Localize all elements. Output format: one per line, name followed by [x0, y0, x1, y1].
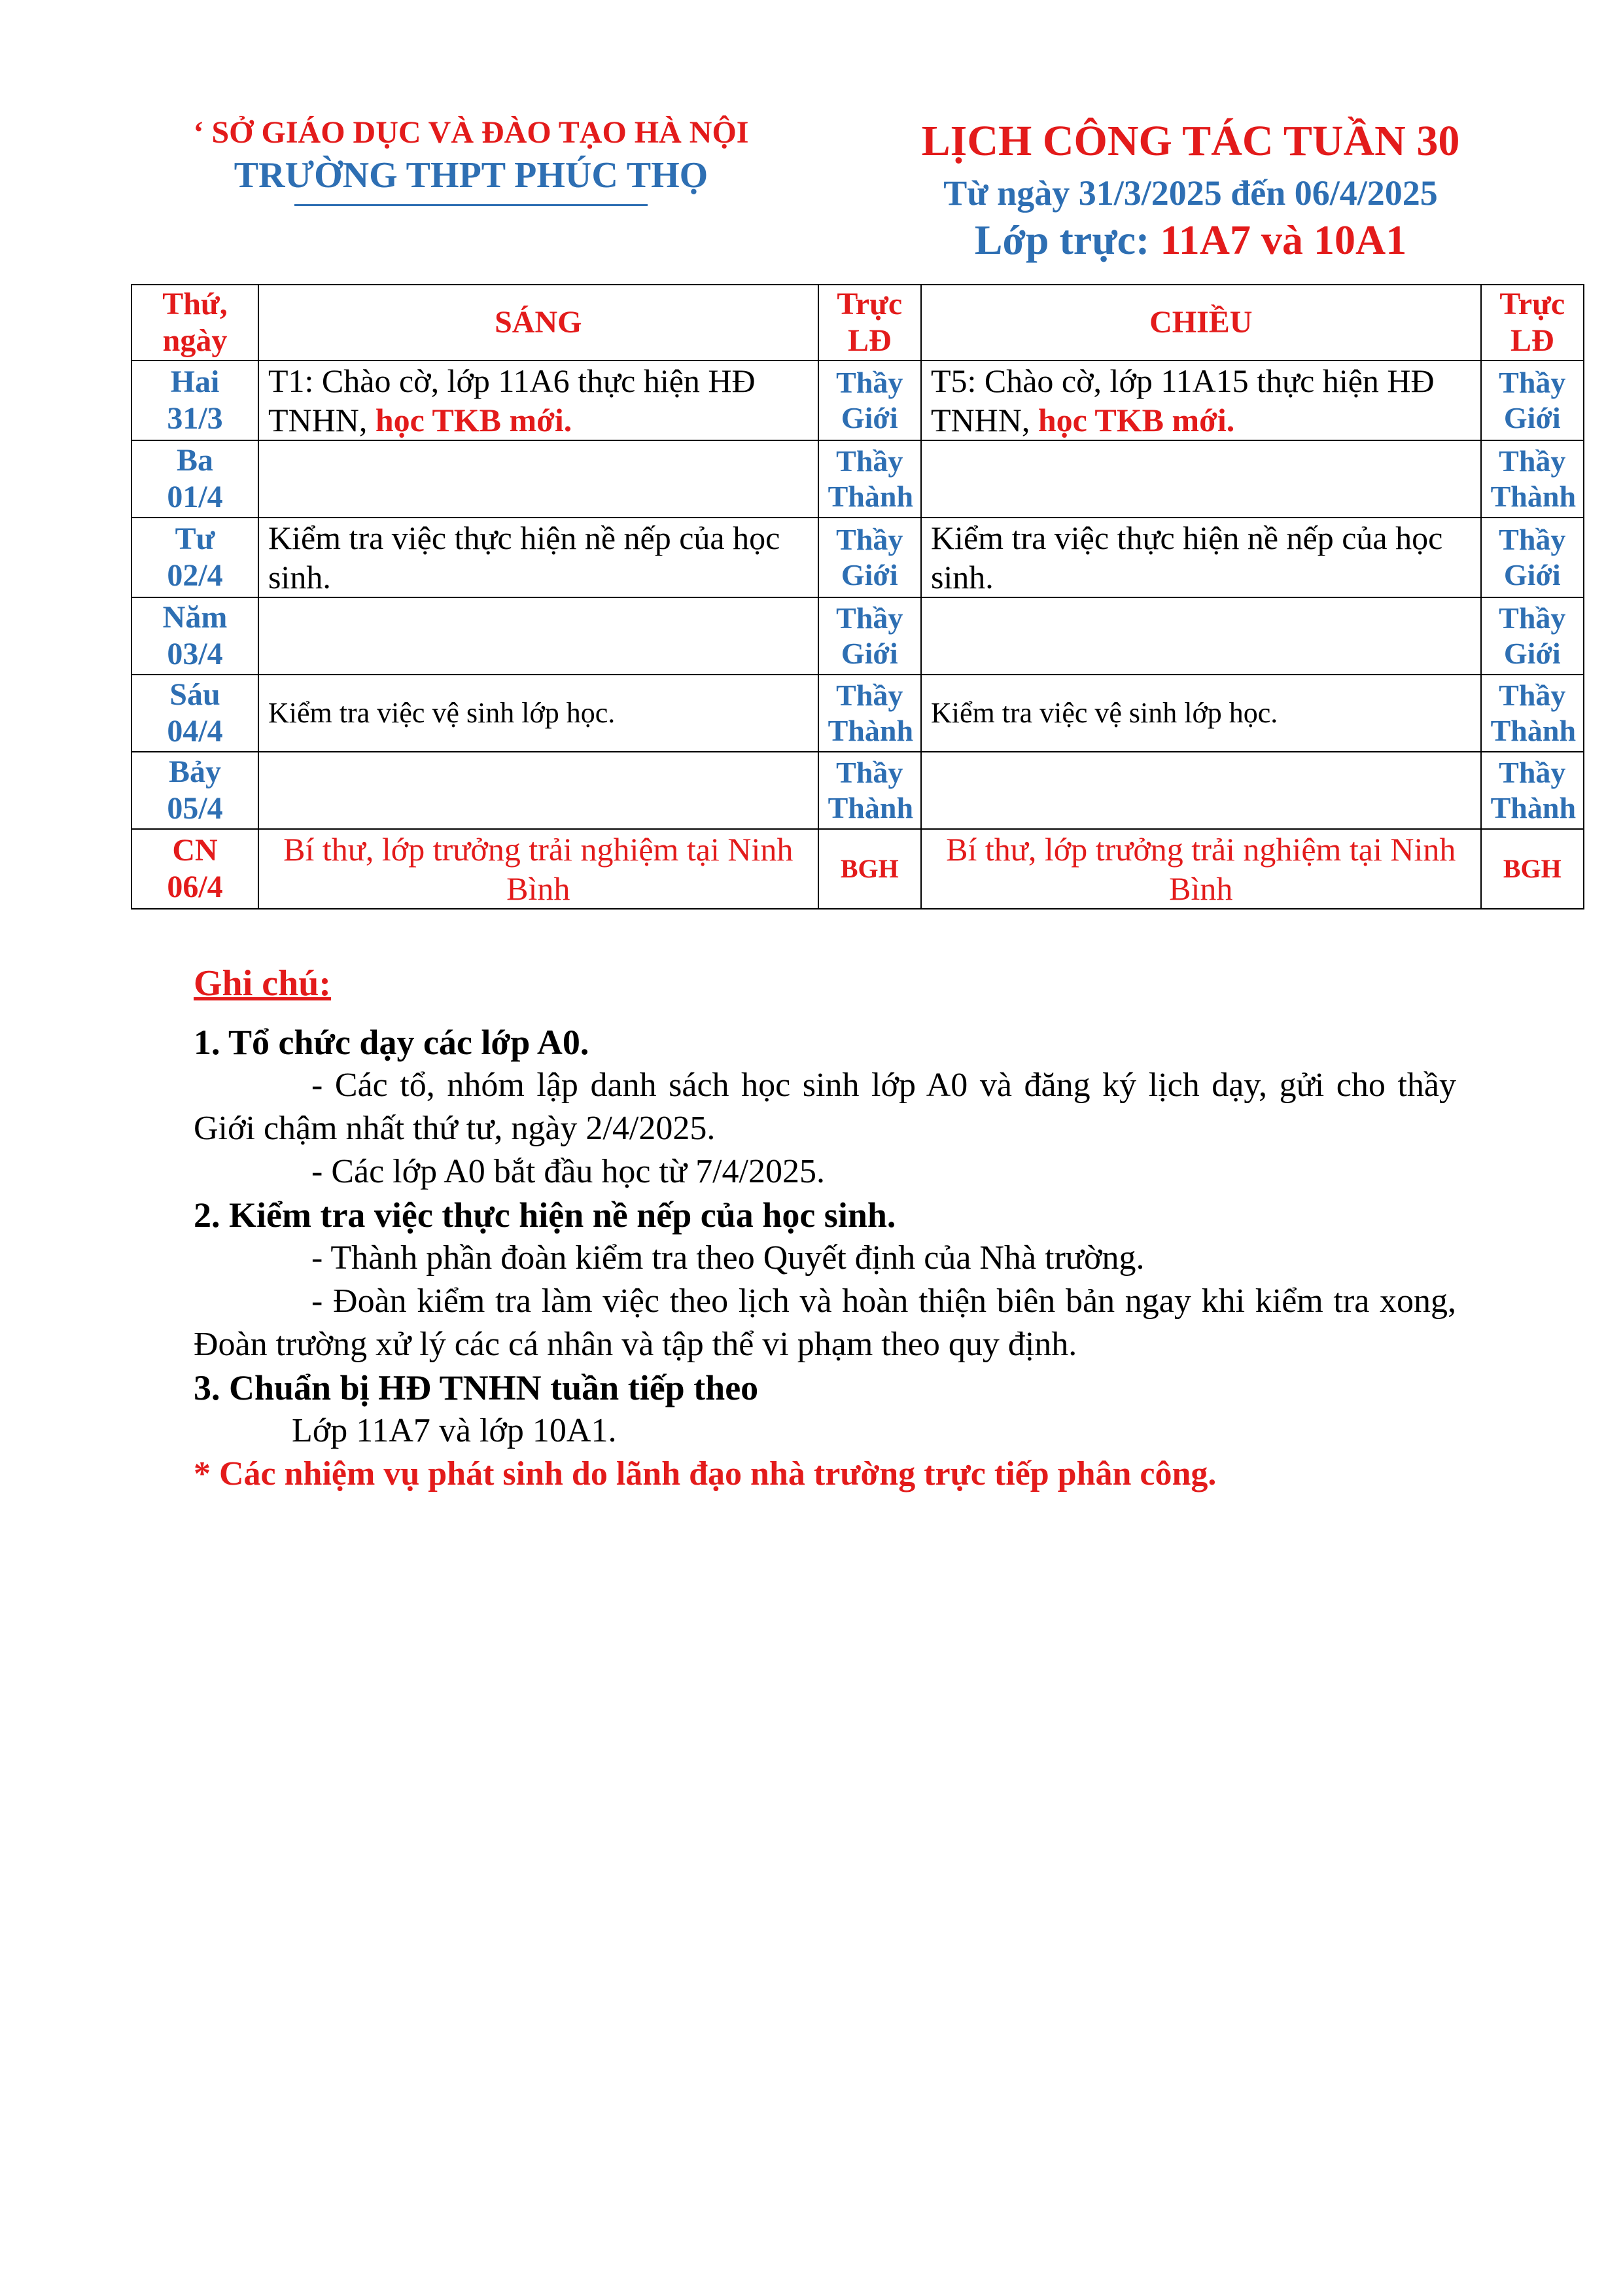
note-3-title: 3. Chuẩn bị HĐ TNHN tuần tiếp theo: [194, 1368, 759, 1407]
afternoon-text: T5: Chào cờ, lớp 11A15 thực hiện HĐ TNHN,: [930, 362, 1435, 438]
school-name: TRƯỜNG THPT PHÚC THỌ: [234, 155, 708, 196]
notes-heading: Ghi chú:: [194, 963, 332, 1004]
day-date: 04/4: [167, 714, 223, 749]
afternoon-cell: [921, 361, 1481, 440]
schedule-title: LỊCH CÔNG TÁC TUẦN 30: [921, 117, 1460, 165]
duty-person: Giới: [1503, 637, 1561, 670]
day-cell: [131, 440, 258, 518]
afternoon-duty-cell: [1481, 440, 1584, 518]
final-note: * Các nhiệm vụ phát sinh do lãnh đạo nhà trường trực tiếp phân công.: [194, 1455, 1217, 1492]
duty-title: Thầy: [1499, 601, 1566, 635]
duty-person: Giới: [841, 558, 898, 592]
note-1-paragraph-1: - Các tổ, nhóm lập danh sách học sinh lớp A0 và đăng ký lịch dạy, gửi cho thầy Giới chậm nhất thứ tư, ngày 2/4/2025.: [194, 1067, 1456, 1147]
duty-person: Thành: [828, 480, 914, 513]
duty-title: Thầy: [1499, 523, 1566, 556]
afternoon-duty-cell: [1481, 675, 1584, 752]
morning-duty-cell: BGH: [818, 829, 921, 909]
morning-cell: [258, 597, 818, 675]
morning-text: T1: Chào cờ, lớp 11A6 thực hiện HĐ TNHN,: [268, 362, 756, 438]
date-range: Từ ngày 31/3/2025 đến 06/4/2025: [943, 173, 1438, 213]
morning-cell: Kiểm tra việc thực hiện nề nếp của học sinh.: [258, 518, 818, 597]
header-duty-l2: LĐ: [1510, 323, 1554, 358]
note-2-paragraph-1: - Thành phần đoàn kiểm tra theo Quyết định của Nhà trường.: [311, 1239, 1145, 1277]
header-morning-duty: [818, 285, 921, 361]
afternoon-cell: Bí thư, lớp trưởng trải nghiệm tại Ninh Bình: [921, 829, 1481, 909]
duty-title: Thầy: [836, 601, 903, 635]
table-row: [131, 829, 1584, 909]
day-cell: [131, 675, 258, 752]
header-afternoon-duty: [1481, 285, 1584, 361]
day-name: CN: [172, 833, 218, 868]
duty-title: Thầy: [1499, 756, 1566, 789]
note-1-title: 1. Tổ chức dạy các lớp A0.: [194, 1023, 589, 1062]
notes-section: [194, 962, 1456, 1496]
morning-cell: Bí thư, lớp trưởng trải nghiệm tại Ninh Bình: [258, 829, 818, 909]
table-row: [131, 440, 1584, 518]
department-name: ‘ SỞ GIÁO DỤC VÀ ĐÀO TẠO HÀ NỘI: [193, 115, 749, 150]
table-row: [131, 675, 1584, 752]
afternoon-duty-cell: [1481, 518, 1584, 597]
table-header-row: [131, 285, 1584, 361]
afternoon-duty-cell: [1481, 361, 1584, 440]
header-duty-l1: Trực: [1499, 287, 1565, 321]
header-day-l1: Thứ,: [162, 287, 228, 321]
table-row: [131, 518, 1584, 597]
header-duty-l1: Trực: [837, 287, 903, 321]
duty-classes: 11A7 và 10A1: [1160, 217, 1407, 263]
day-name: Sáu: [169, 677, 220, 712]
duty-person: Thành: [828, 714, 914, 747]
afternoon-duty-cell: BGH: [1481, 829, 1584, 909]
duty-person: Thành: [1490, 791, 1577, 824]
header-duty-l2: LĐ: [847, 323, 892, 358]
afternoon-duty-cell: [1481, 752, 1584, 829]
header-underline: [294, 204, 648, 206]
afternoon-cell: Kiểm tra việc thực hiện nề nếp của học sinh.: [921, 518, 1481, 597]
duty-title: Thầy: [836, 756, 903, 789]
duty-title: Thầy: [1499, 366, 1566, 399]
header-day: [131, 285, 258, 361]
day-cell: [131, 752, 258, 829]
header-morning: SÁNG: [258, 285, 818, 361]
morning-cell: Kiểm tra việc vệ sinh lớp học.: [258, 675, 818, 752]
header-left: [177, 115, 765, 206]
day-date: 31/3: [167, 401, 223, 436]
morning-cell: [258, 361, 818, 440]
morning-highlight: học TKB mới.: [375, 402, 572, 438]
day-cell: [131, 361, 258, 440]
duty-title: Thầy: [836, 366, 903, 399]
duty-person: Giới: [841, 637, 898, 670]
day-date: 05/4: [167, 791, 223, 826]
morning-duty-cell: [818, 440, 921, 518]
morning-duty-cell: [818, 361, 921, 440]
note-1-paragraph-2: - Các lớp A0 bắt đầu học từ 7/4/2025.: [311, 1153, 826, 1190]
duty-title: Thầy: [1499, 444, 1566, 478]
afternoon-highlight: học TKB mới.: [1038, 402, 1235, 438]
afternoon-cell: [921, 597, 1481, 675]
duty-person: Giới: [1503, 558, 1561, 592]
day-date: 03/4: [167, 637, 223, 671]
duty-title: Thầy: [836, 679, 903, 712]
morning-duty-cell: [818, 597, 921, 675]
table-row: [131, 752, 1584, 829]
header-day-l2: ngày: [162, 323, 228, 358]
schedule-table: [131, 284, 1584, 910]
morning-duty-cell: [818, 675, 921, 752]
day-name: Bảy: [168, 754, 221, 789]
morning-duty-cell: [818, 518, 921, 597]
table-row: [131, 361, 1584, 440]
duty-title: Thầy: [836, 444, 903, 478]
duty-label: Lớp trực:: [974, 217, 1161, 263]
afternoon-duty-cell: [1481, 597, 1584, 675]
note-2-title: 2. Kiểm tra việc thực hiện nề nếp của học sinh.: [194, 1195, 896, 1235]
duty-person: Thành: [1490, 714, 1577, 747]
duty-classes-line: [877, 216, 1505, 264]
duty-person: Thành: [828, 791, 914, 824]
day-cell: [131, 597, 258, 675]
day-cell: [131, 829, 258, 909]
duty-person: Giới: [1503, 401, 1561, 434]
morning-cell: [258, 752, 818, 829]
header-right: [877, 116, 1505, 264]
day-cell: [131, 518, 258, 597]
day-name: Năm: [162, 600, 228, 635]
day-name: Tư: [175, 521, 215, 556]
duty-person: Thành: [1490, 480, 1577, 513]
morning-cell: [258, 440, 818, 518]
day-date: 02/4: [167, 558, 223, 593]
day-name: Hai: [170, 364, 220, 399]
duty-title: Thầy: [836, 523, 903, 556]
morning-duty-cell: [818, 752, 921, 829]
duty-person: Giới: [841, 401, 898, 434]
day-date: 06/4: [167, 870, 223, 904]
duty-title: Thầy: [1499, 679, 1566, 712]
day-name: Ba: [176, 443, 213, 478]
afternoon-cell: [921, 752, 1481, 829]
note-2-paragraph-2: - Đoàn kiểm tra làm việc theo lịch và hoàn thiện biên bản ngay khi kiểm tra xong, Đoàn trường xử lý các cá nhân và tập thể vi phạm theo quy định.: [194, 1282, 1456, 1363]
note-3-paragraph-1: Lớp 11A7 và lớp 10A1.: [292, 1412, 617, 1449]
afternoon-cell: Kiểm tra việc vệ sinh lớp học.: [921, 675, 1481, 752]
day-date: 01/4: [167, 480, 223, 514]
table-row: [131, 597, 1584, 675]
afternoon-cell: [921, 440, 1481, 518]
header-afternoon: CHIỀU: [921, 285, 1481, 361]
